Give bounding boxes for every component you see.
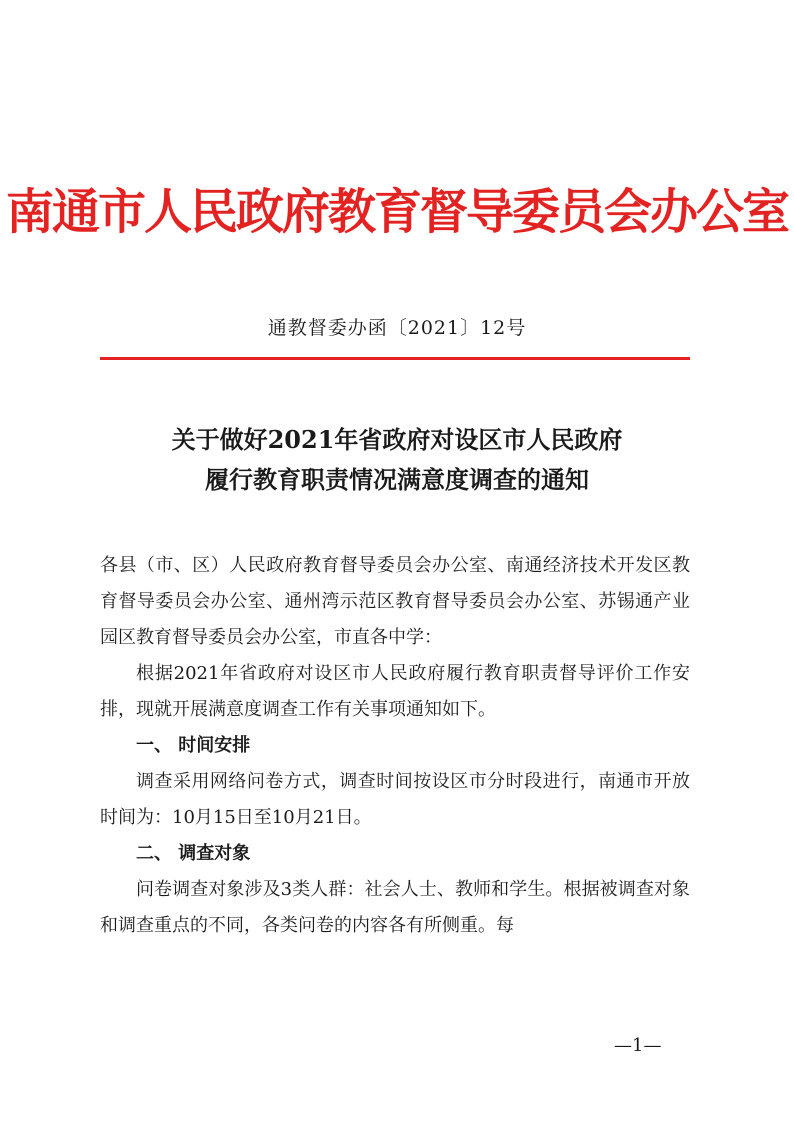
section-1-heading: 一、 时间安排: [136, 735, 251, 756]
notice-body: [100, 548, 690, 944]
section-2-paragraph: 问卷调查对象涉及3类人群：社会人士、教师和学生。根据被调查对象和调查重点的不同，各类问卷的内容各有所侧重。每: [100, 879, 690, 936]
section-2-heading: 二、 调查对象: [136, 843, 251, 864]
intro-paragraph: 根据2021年省政府对设区市人民政府履行教育职责督导评价工作安排，现就开展满意度调查工作有关事项通知如下。: [100, 663, 690, 720]
notice-title: [0, 420, 794, 500]
title-line-2: 履行教育职责情况满意度调查的通知: [205, 465, 589, 494]
document-number: 通教督委办函〔2021〕12号: [267, 317, 527, 339]
page-number: —1—: [614, 1035, 662, 1056]
masthead-title: 南通市人民政府教育督导委员会办公室: [5, 184, 788, 240]
section-1-paragraph: 调查采用网络问卷方式，调查时间按设区市分时段进行，南通市开放时间为：10月15日至10月21日。: [100, 771, 690, 828]
red-divider: [100, 357, 690, 360]
recipients-paragraph: 各县（市、区）人民政府教育督导委员会办公室、南通经济技术开发区教育督导委员会办公室、通州湾示范区教育督导委员会办公室、苏锡通产业园区教育督导委员会办公室，市直各中学：: [100, 555, 690, 648]
title-line-1: 关于做好2021年省政府对设区市人民政府: [171, 425, 623, 454]
